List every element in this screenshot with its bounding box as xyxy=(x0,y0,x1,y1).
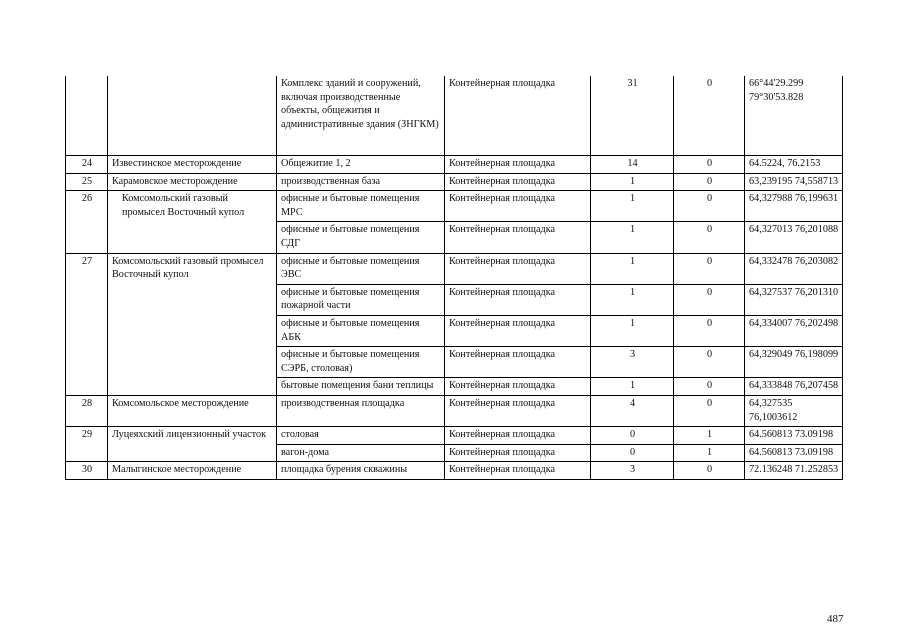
cell-count1: 31 xyxy=(591,76,674,156)
cell-type: Контейнерная площадка xyxy=(445,315,591,346)
table-row xyxy=(66,191,843,222)
cell-object: Общежитие 1, 2 xyxy=(277,156,445,174)
cell-type: Контейнерная площадка xyxy=(445,191,591,222)
cell-object: площадка бурения скважины xyxy=(277,462,445,480)
table-row xyxy=(66,156,843,174)
cell-object: Комплекс зданий и сооружений, включая производственные объекты, общежития и административные здания (ЗНГКМ) xyxy=(277,76,445,156)
cell-count2: 0 xyxy=(674,222,745,253)
cell-coords: 64.560813 73.09198 xyxy=(745,427,843,445)
cell-field xyxy=(108,76,277,156)
cell-count1: 1 xyxy=(591,253,674,284)
cell-type: Контейнерная площадка xyxy=(445,156,591,174)
cell-coords: 64,327535 76,1003612 xyxy=(745,395,843,426)
document-table xyxy=(65,76,843,480)
cell-count2: 1 xyxy=(674,427,745,445)
cell-coords: 64,332478 76,203082 xyxy=(745,253,843,284)
cell-object: офисные и бытовые помещения СЭРБ, столовая) xyxy=(277,347,445,378)
cell-field: Комсомольский газовый промысел Восточный купол xyxy=(108,253,277,395)
cell-count2: 0 xyxy=(674,284,745,315)
cell-count2: 0 xyxy=(674,253,745,284)
cell-num: 25 xyxy=(66,173,108,191)
cell-count1: 1 xyxy=(591,222,674,253)
cell-count1: 1 xyxy=(591,191,674,222)
cell-coords: 64,334007 76,202498 xyxy=(745,315,843,346)
cell-type: Контейнерная площадка xyxy=(445,173,591,191)
cell-type: Контейнерная площадка xyxy=(445,462,591,480)
cell-count2: 0 xyxy=(674,156,745,174)
cell-count1: 1 xyxy=(591,173,674,191)
cell-count2: 0 xyxy=(674,315,745,346)
cell-object: производственная площадка xyxy=(277,395,445,426)
cell-object: столовая xyxy=(277,427,445,445)
cell-count1: 3 xyxy=(591,347,674,378)
cell-object: офисные и бытовые помещения пожарной части xyxy=(277,284,445,315)
cell-count2: 0 xyxy=(674,191,745,222)
cell-object: офисные и бытовые помещения СДГ xyxy=(277,222,445,253)
cell-coords: 72.136248 71.252853 xyxy=(745,462,843,480)
cell-object: офисные и бытовые помещения ЭВС xyxy=(277,253,445,284)
cell-count1: 14 xyxy=(591,156,674,174)
cell-num: 30 xyxy=(66,462,108,480)
cell-type: Контейнерная площадка xyxy=(445,347,591,378)
cell-field: Известинское месторождение xyxy=(108,156,277,174)
cell-type: Контейнерная площадка xyxy=(445,427,591,445)
cell-count2: 0 xyxy=(674,76,745,156)
cell-type: Контейнерная площадка xyxy=(445,76,591,156)
cell-count1: 1 xyxy=(591,378,674,396)
cell-field: Карамовское месторождение xyxy=(108,173,277,191)
cell-coords: 63,239195 74,558713 xyxy=(745,173,843,191)
cell-type: Контейнерная площадка xyxy=(445,444,591,462)
table-row xyxy=(66,76,843,156)
cell-count1: 4 xyxy=(591,395,674,426)
cell-coords: 64.5224, 76.2153 xyxy=(745,156,843,174)
cell-type: Контейнерная площадка xyxy=(445,378,591,396)
cell-object: бытовые помещения бани теплицы xyxy=(277,378,445,396)
cell-coords: 64,327988 76,199631 xyxy=(745,191,843,222)
cell-object: вагон-дома xyxy=(277,444,445,462)
cell-count2: 0 xyxy=(674,395,745,426)
cell-object: офисные и бытовые помещения МРС xyxy=(277,191,445,222)
cell-field: Малыгинское месторождение xyxy=(108,462,277,480)
cell-count1: 3 xyxy=(591,462,674,480)
cell-num xyxy=(66,76,108,156)
table-row xyxy=(66,395,843,426)
cell-num: 29 xyxy=(66,427,108,462)
cell-coords: 64,327013 76,201088 xyxy=(745,222,843,253)
table-row xyxy=(66,462,843,480)
cell-field: Комсомольское месторождение xyxy=(108,395,277,426)
cell-type: Контейнерная площадка xyxy=(445,395,591,426)
cell-type: Контейнерная площадка xyxy=(445,253,591,284)
page-number: 487 xyxy=(827,613,844,625)
cell-object: производственная база xyxy=(277,173,445,191)
cell-field: Комсомольский газовый промысел Восточный купол xyxy=(108,191,277,253)
cell-count2: 0 xyxy=(674,347,745,378)
table-row xyxy=(66,253,843,284)
cell-count2: 1 xyxy=(674,444,745,462)
cell-num: 28 xyxy=(66,395,108,426)
cell-coords: 64,327537 76,201310 xyxy=(745,284,843,315)
cell-count1: 1 xyxy=(591,315,674,346)
table-row xyxy=(66,173,843,191)
cell-coords: 64,333848 76,207458 xyxy=(745,378,843,396)
cell-count2: 0 xyxy=(674,462,745,480)
cell-num: 26 xyxy=(66,191,108,253)
cell-count1: 0 xyxy=(591,427,674,445)
cell-type: Контейнерная площадка xyxy=(445,284,591,315)
table-row xyxy=(66,427,843,445)
cell-type: Контейнерная площадка xyxy=(445,222,591,253)
cell-coords: 66°44'29.299 79°30'53.828 xyxy=(745,76,843,156)
cell-count2: 0 xyxy=(674,173,745,191)
cell-count1: 0 xyxy=(591,444,674,462)
cell-num: 24 xyxy=(66,156,108,174)
cell-count2: 0 xyxy=(674,378,745,396)
cell-coords: 64,329049 76,198099 xyxy=(745,347,843,378)
cell-coords: 64.560813 73.09198 xyxy=(745,444,843,462)
cell-count1: 1 xyxy=(591,284,674,315)
cell-num: 27 xyxy=(66,253,108,395)
cell-object: офисные и бытовые помещения АБК xyxy=(277,315,445,346)
cell-field: Луцеяхский лицензионный участок xyxy=(108,427,277,462)
